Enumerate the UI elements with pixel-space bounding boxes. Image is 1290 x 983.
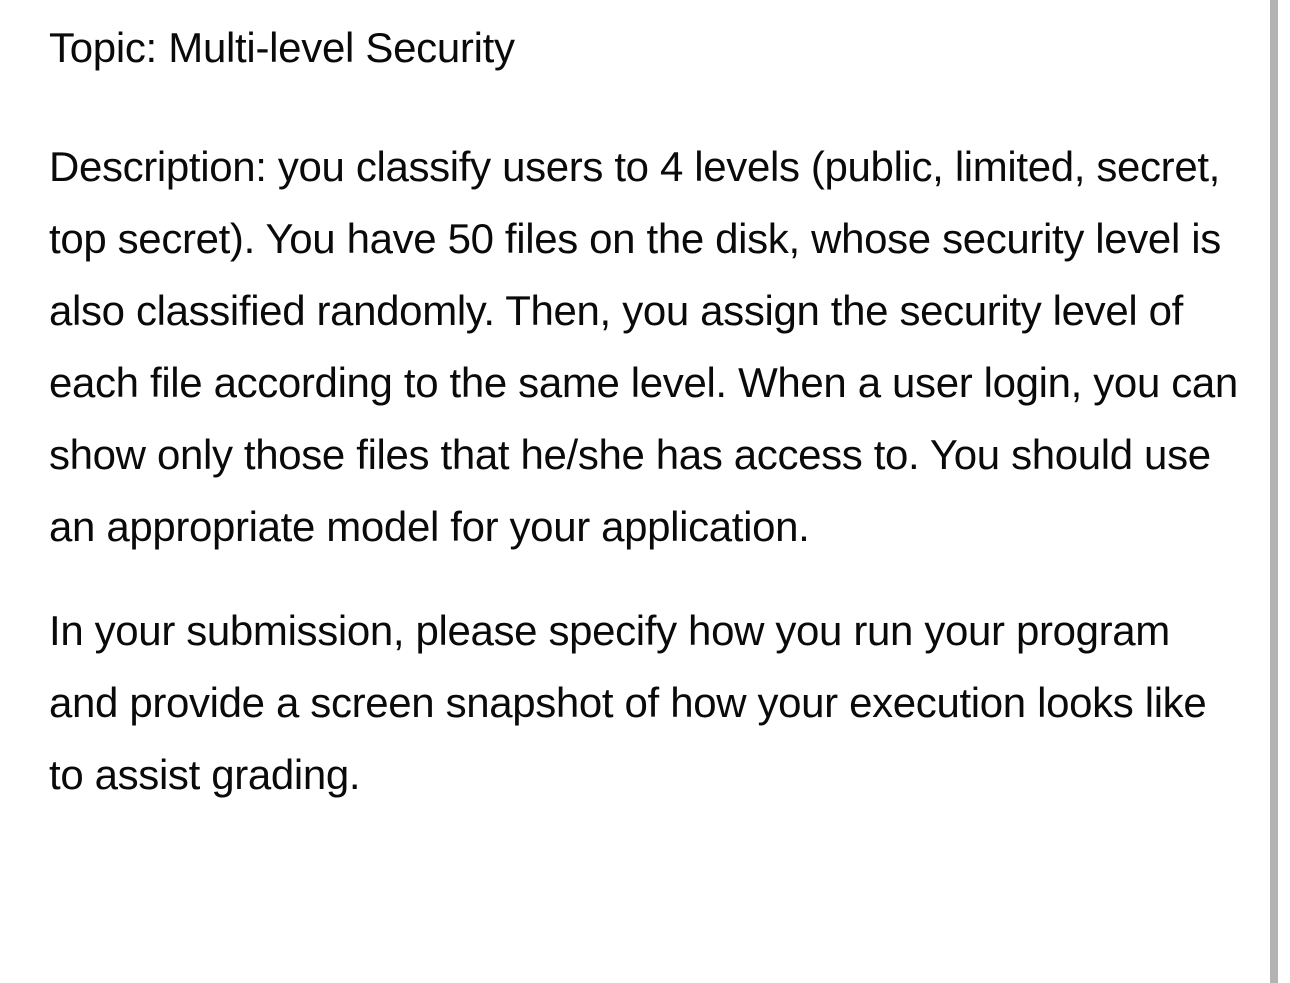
description-paragraph: Description: you classify users to 4 levels (public, limited, secret, top secret). You have 50 files on the disk, whose security level is also classified randomly. Then, you assign the security level of each file according to the same level. When a user login, you can show only those files that he/she has access to. You should use an appropriate model for your application. <box>49 143 1238 550</box>
document-content <box>49 22 1249 811</box>
topic-heading: Topic: Multi-level Security <box>49 24 515 71</box>
submission-paragraph: In your submission, please specify how you run your program and provide a screen snapshot of how your execution looks like to assist grading. <box>49 607 1207 798</box>
scrollbar-thumb[interactable] <box>1270 0 1278 983</box>
